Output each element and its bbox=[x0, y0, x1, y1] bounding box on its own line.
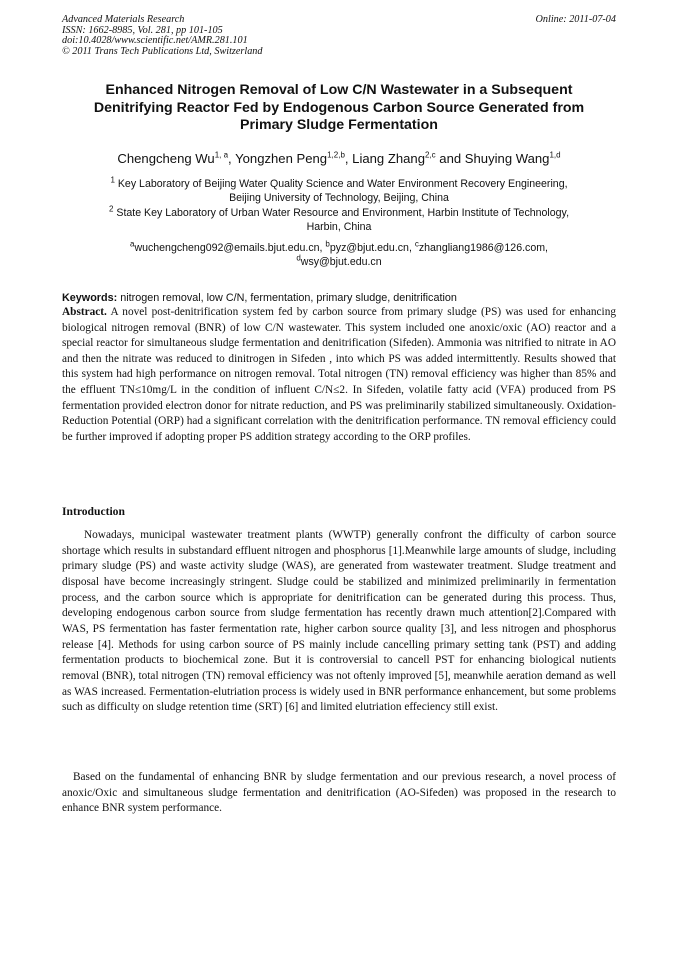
affiliation-mark: 2 bbox=[108, 204, 114, 214]
email-mark: b bbox=[325, 239, 330, 249]
affiliation-line: Beijing University of Technology, Beijing, China bbox=[229, 192, 449, 204]
affiliation-2 bbox=[62, 206, 616, 234]
affiliation-line bbox=[62, 177, 616, 191]
abstract-text: A novel post-denitrification system fed by carbon source from primary sludge (PS) was used for enhancing biological nitrogen removal (BNR) of low C/N wastewater. This system included one anoxic/oxic (AO) reactor and a special reactor for simultaneous sludge fermentation and denitrification (Sifeden). Ammonia was nitrified to nitrate in AO and then the nitrate was reduced to dinitrogen in Sifeden , into which PS was added intermittently. Results showed that this system had high performance on nitrogen removal. Total nitrogen (TN) removal efficiency was higher than 85% and the effluent TN≤10mg/L in the condition of influent C/N≤2. In Sifeden, volatile fatty acid (VFA) produced from PS fermentation provided electron donor for nitrate reduction, and PS was preliminarily stabilized simultaneously. Oxidation-Reduction Potential (ORP) had a significant correlation with the denitrification performance. TN removal efficiency could be further improved if adopting proper PS addition strategy according to the ORP profiles. bbox=[62, 306, 616, 443]
email-mark: a bbox=[129, 239, 135, 249]
author-list: Chengcheng Wu$^{1, a}$, Yongzhen Peng$^{1,2,b}$, Liang Zhang$^{2,c}$ and Shuying Wang$^{1,d}$ bbox=[117, 150, 561, 166]
title-line: Denitrifying Reactor Fed by Endogenous Carbon Source Generated from bbox=[93, 99, 585, 116]
title-line: Enhanced Nitrogen Removal of Low C/N Wastewater in a Subsequent bbox=[105, 82, 573, 98]
journal-copyright: © 2011 Trans Tech Publications Ltd, Switzerland bbox=[62, 45, 263, 57]
journal-doi: doi:10.4028/www.scientific.net/AMR.281.101 bbox=[62, 35, 248, 47]
affiliation-text: State Key Laboratory of Urban Water Resource and Environment, Harbin Institute of Technology, bbox=[116, 207, 570, 219]
journal-info bbox=[62, 15, 616, 57]
author-affiliation-mark: 2,c bbox=[424, 150, 436, 160]
author-name: Shuying Wang bbox=[464, 151, 550, 166]
author-conjunction: and bbox=[435, 151, 465, 166]
introduction-paragraph-1: Nowadays, municipal wastewater treatment plants (WWTP) generally confront the difficulty of carbon source shortage which results in substandard effluent nitrogen and phosphorus [1].Meanwhile large amounts of sludge, including primary sludge (PS) and waste activity sludge (WAS), are generated from wastewater treatment. Sludge treatment and disposal have become increasingly stringent. Sludge could be stabilized and minimized preliminarily in fermentation process, and the carbon source which is appropriate for denitrification can be generated during this process. Thus, developing endogenous carbon source from sludge fermentation has recently drawn much attention[2].Compared with WAS, PS fermentation has faster fermentation rate, higher carbon source quality [3], and less nitrogen and phosphorus release [4]. Methods for using carbon source of PS mainly include cancelling primary setting tank (PST) and adding fermentation products to biochemical zone. But it is controversial to cancell PST for enhancing biological nutients removal (BNR), total nitrogen (TN) removal efficiency was not oftenly improved [5], meanwhile aeration demand as well as WAS increased. Fermentation-elutriation process is widely used in BNR performance enhancement, but some problems such as difficulty on sludge retention time (SRT) [6] and limited elutriation effeciency still exist. bbox=[62, 529, 616, 714]
affiliation-line: Harbin, China bbox=[306, 221, 372, 233]
author-emails bbox=[62, 241, 616, 269]
email-mark: d bbox=[296, 253, 301, 263]
email-link[interactable]: zhangliang1986@126.com, bbox=[418, 242, 548, 254]
email-link[interactable]: wsy@bjut.edu.cn bbox=[300, 256, 382, 268]
affiliation-mark: 1 bbox=[110, 175, 115, 185]
email-link[interactable]: pyz@bjut.edu.cn, bbox=[329, 242, 415, 254]
abstract bbox=[62, 305, 616, 445]
affiliation-text: Key Laboratory of Beijing Water Quality Science and Water Environment Recovery Engineering, bbox=[117, 178, 568, 190]
affiliation-1 bbox=[62, 177, 616, 205]
email-line bbox=[62, 241, 616, 255]
introduction-paragraph-2: Based on the fundamental of enhancing BNR by sludge fermentation and our previous research, a novel process of anoxic/Oxic and simultaneous sludge fermentation and denitrification (AO-Sifeden) was proposed in the research to enhance BNR system performance. bbox=[62, 771, 616, 815]
title-line: Primary Sludge Fermentation bbox=[240, 117, 438, 134]
author-affiliation-mark: 1,d bbox=[549, 150, 561, 160]
keywords-text: nitrogen removal, low C/N, fermentation, primary sludge, denitrification bbox=[117, 292, 457, 304]
journal-issn: ISSN: 1662-8985, Vol. 281, pp 101-105 bbox=[62, 24, 223, 36]
email-link[interactable]: wuchengcheng092@emails.bjut.edu.cn, bbox=[134, 242, 326, 254]
paper-title bbox=[62, 82, 616, 135]
journal-name: Advanced Materials Research bbox=[62, 14, 185, 25]
affiliation-line bbox=[62, 206, 616, 220]
abstract-label: Abstract. bbox=[62, 306, 107, 318]
author-name: Yongzhen Peng bbox=[235, 151, 328, 166]
author-name: Liang Zhang bbox=[352, 151, 425, 166]
keywords bbox=[62, 291, 616, 305]
author-affiliation-mark: 1,2,b bbox=[327, 150, 345, 160]
email-mark: c bbox=[414, 239, 419, 249]
section-heading-introduction: Introduction bbox=[62, 505, 125, 518]
author-affiliation-mark: 1, a bbox=[214, 150, 229, 160]
author-name: Chengcheng Wu bbox=[117, 151, 215, 166]
email-line bbox=[62, 255, 616, 269]
online-date: Online: 2011-07-04 bbox=[535, 14, 616, 25]
journal-header bbox=[62, 15, 616, 57]
keywords-label: Keywords: bbox=[62, 292, 118, 304]
